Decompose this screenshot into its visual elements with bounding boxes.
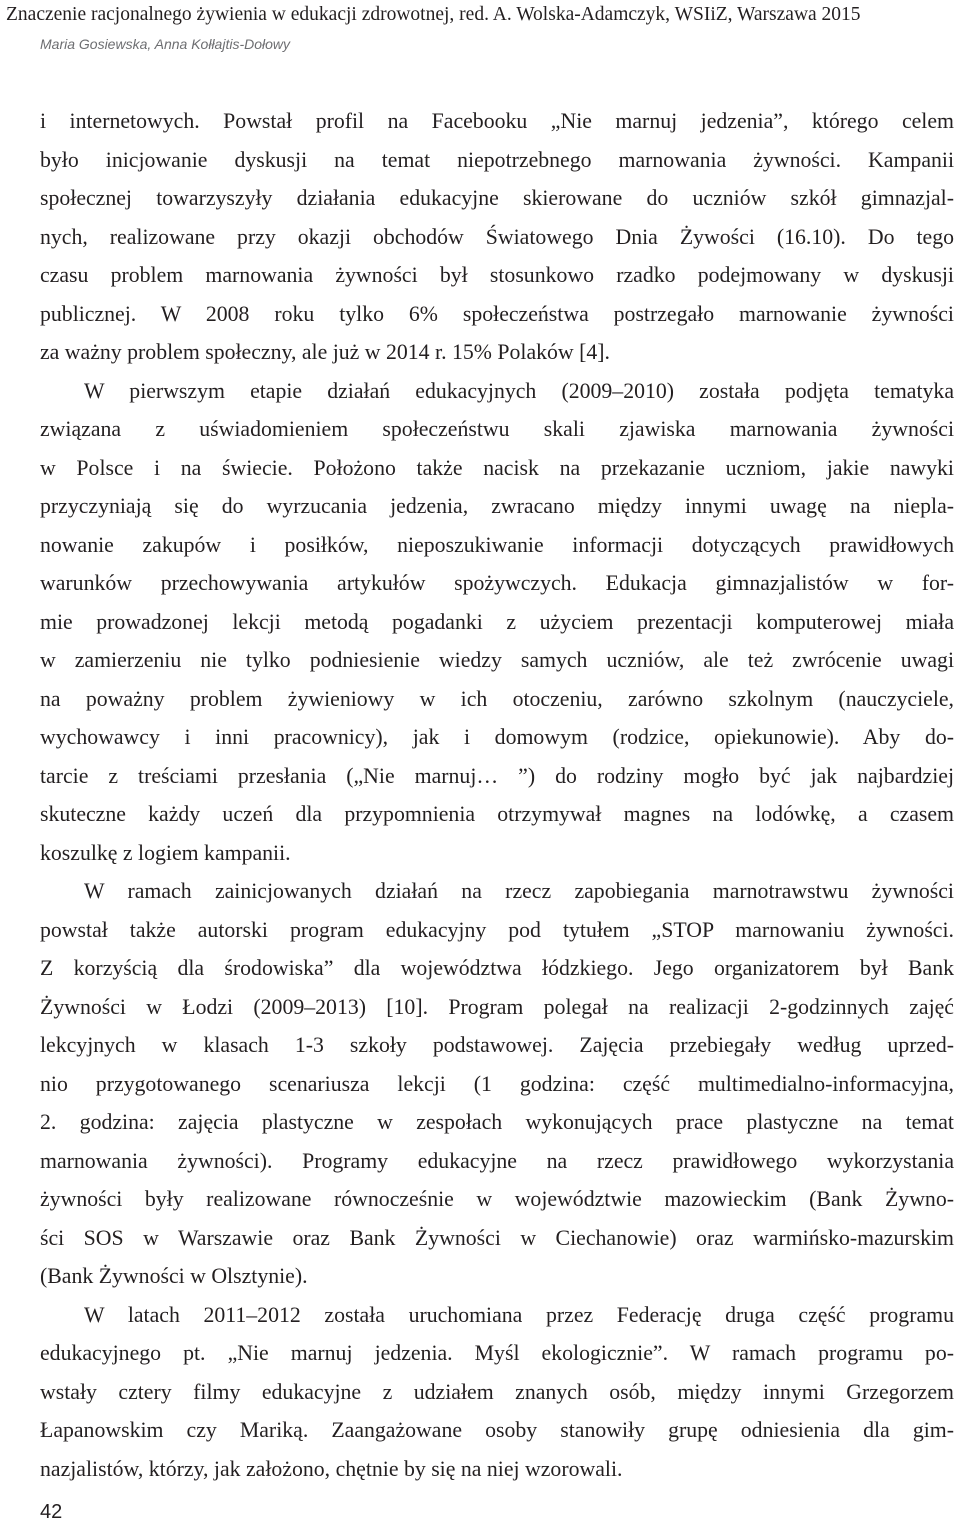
text-line: publicznej. W 2008 roku tylko 6% społeczeństwa postrzegało marnowanie żywności xyxy=(40,301,954,326)
text-line: i internetowych. Powstał profil na Facebooku „Nie marnuj jedzenia”, którego celem xyxy=(40,109,954,133)
text-line: przyczyniają się do wyrzucania jedzenia, zwracano między innymi uwagę na nieplа- xyxy=(40,494,954,518)
running-head-title: Znaczenie racjonalnego żywienia w edukacji zdrowotnej, red. A. Wolska-Adamczyk, WSIiZ, Warszawa 2015 xyxy=(6,4,861,25)
page-number: 42 xyxy=(40,1501,63,1523)
text-line: nazjalistów, którzy, jak założono, chętnie by się na niej wzorowali. xyxy=(40,1456,623,1481)
text-line: żywności były realizowane równocześnie w województwie mazowieckim (Bank Żywno- xyxy=(40,1187,954,1211)
text-line: tarcie z treściami przesłania („Nie marnuj… ”) do rodziny mogło być jak najbardziej xyxy=(40,763,954,788)
text-line: W pierwszym etapie działań edukacyjnych (2009–2010) została podjęta tematyka xyxy=(84,378,954,403)
text-line: koszulkę z logiem kampanii. xyxy=(40,840,291,865)
text-line: czasu problem marnowania żywności był stosunkowo rzadko podejmowany w dyskusji xyxy=(40,263,954,287)
text-line: powstał także autorski program edukacyjny pod tytułem „STOP marnowaniu żywności. xyxy=(40,917,954,942)
text-line: było inicjowanie dyskusji na temat niepotrzebnego marnowania żywności. Kampanii xyxy=(40,147,954,172)
text-line: (Bank Żywności w Olsztynie). xyxy=(40,1264,308,1288)
text-line: marnowania żywności). Programy edukacyjne na rzecz prawidłowego wykorzystania xyxy=(40,1148,954,1173)
running-head-authors: Maria Gosiewska, Anna Kołłajtis-Dołowy xyxy=(40,36,291,52)
text-line: za ważny problem społeczny, ale już w 2014 r. 15% Polaków [4]. xyxy=(40,340,610,364)
text-line: W ramach zainicjowanych działań na rzecz zapobiegania marnotrawstwu żywności xyxy=(84,879,954,903)
text-line: społecznej towarzyszyły działania edukacyjne skierowane do uczniów szkół gimnazjal- xyxy=(40,186,954,210)
text-line: nowanie zakupów i posiłków, nieposzukiwanie informacji dotyczących prawidłowych xyxy=(40,532,954,557)
text-line: warunków przechowywania artykułów spożywczych. Edukacja gimnazjalistów w for- xyxy=(40,571,954,595)
text-line: Z korzyścią dla środowiska” dla województwa łódzkiego. Jego organizatorem był Bank xyxy=(40,956,954,980)
text-line: mie prowadzonej lekcji metodą pogadanki z użyciem prezentacji komputerowej miała xyxy=(40,609,954,634)
text-line: skuteczne każdy uczeń dla przypomnienia otrzymywał magnes na lodówkę, a czasem xyxy=(40,802,954,826)
text-line: Łapanowskim czy Mariką. Zaangażowane osoby stanowiły grupę odniesienia dla gim- xyxy=(40,1418,954,1442)
text-line: wychowawcy i inni pracownicy), jak i domowym (rodzice, opiekunowie). Aby do- xyxy=(40,725,954,749)
text-line: Żywności w Łodzi (2009–2013) [10]. Program polegał na realizacji 2-godzinnych zajęć xyxy=(40,994,954,1019)
text-line: nio przygotowanego scenariusza lekcji (1 godzina: część multimedialno-informacyjna, xyxy=(40,1071,954,1096)
body-text xyxy=(40,102,954,1488)
text-line: lekcyjnych w klasach 1-3 szkoły podstawowej. Zajęcia przebiegały według uprzed- xyxy=(40,1033,954,1057)
text-line: związana z uświadomieniem społeczeństwu skali zjawiska marnowania żywności xyxy=(40,417,954,441)
text-line: ści SOS w Warszawie oraz Bank Żywności w Ciechanowie) oraz warmińsko-mazurskim xyxy=(40,1225,954,1250)
text-line: w Polsce i na świecie. Położono także nacisk na przekazanie uczniom, jakie nawyki xyxy=(40,455,954,480)
text-line: edukacyjnego pt. „Nie marnuj jedzenia. Myśl ekologicznie”. W ramach programu po- xyxy=(40,1341,954,1365)
text-line: w zamierzeniu nie tylko podniesienie wiedzy samych uczniów, ale też zwrócenie uwagi xyxy=(40,648,954,672)
text-line: 2. godzina: zajęcia plastyczne w zespołach wykonujących prace plastyczne na temat xyxy=(40,1110,954,1134)
text-line: nych, realizowane przy okazji obchodów Światowego Dnia Żywości (16.10). Do tego xyxy=(40,224,954,249)
text-line: W latach 2011–2012 została uruchomiana przez Federację druga część programu xyxy=(84,1302,954,1327)
text-line: wstały cztery filmy edukacyjne z udziałem znanych osób, między innymi Grzegorzem xyxy=(40,1379,954,1404)
text-line: na poważny problem żywieniowy w ich otoczeniu, zarówno szkolnym (nauczyciele, xyxy=(40,686,954,711)
